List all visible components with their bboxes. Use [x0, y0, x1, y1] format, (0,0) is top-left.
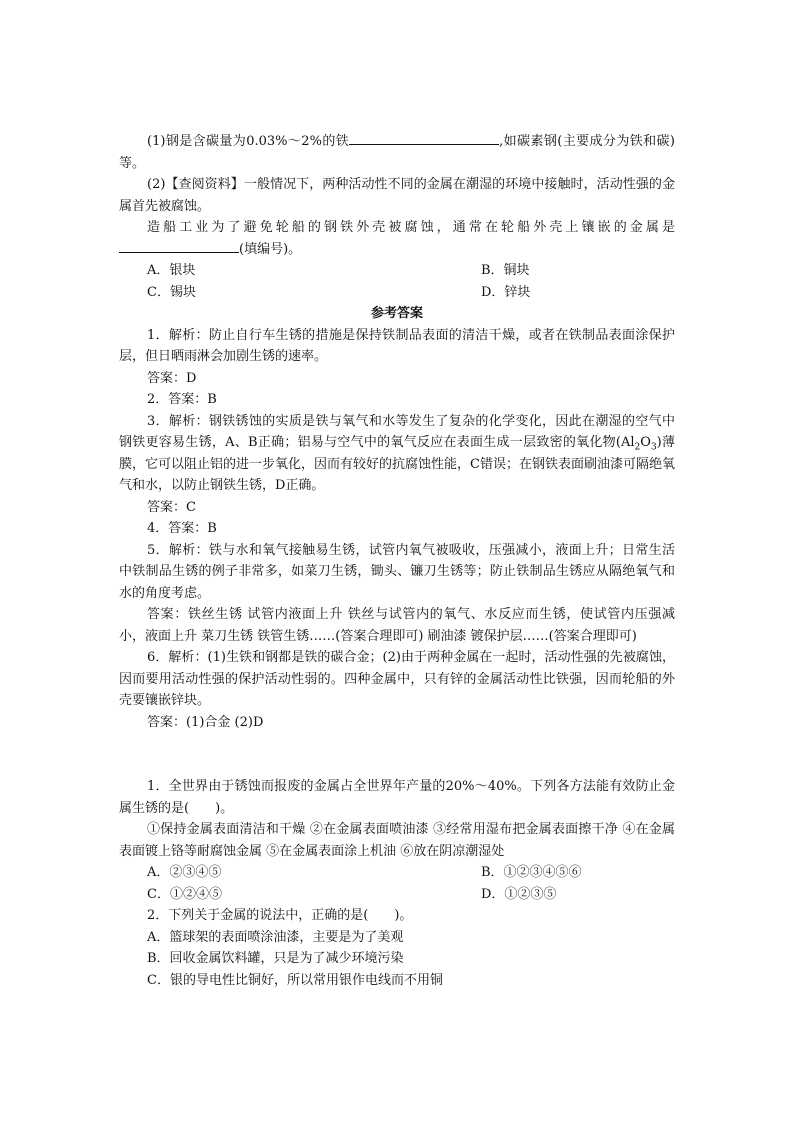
answer-1: 答案：D: [147, 370, 197, 386]
q2-ship-after: (填编号)。: [239, 241, 302, 257]
bottom-question-1-items: ①保持金属表面清洁和干燥 ②在金属表面喷油漆 ③经常用湿布把金属表面擦干净 ④在金属表面镀上铬等耐腐蚀金属 ⑤在金属表面涂上机油 ⑥放在阴凉潮湿处: [119, 822, 675, 859]
bottom-options-row-1: [119, 862, 675, 884]
answer-blank: [349, 132, 499, 145]
option-b: B．铜块: [481, 263, 530, 278]
bottom-options-row-2: [119, 884, 675, 906]
bottom-questions: [119, 776, 675, 991]
answer-3: 答案：C: [147, 499, 196, 515]
bottom-option-a: A．②③④⑤: [147, 865, 222, 880]
answer-3-explanation: [119, 411, 675, 497]
answer-6-explanation: 6．解析：(1)生铁和钢都是铁的碳合金；(2)由于两种金属在一起时，活动性强的先被腐蚀，因而要用活动性强的保护活动性弱的。四种金属中，只有锌的金属活动性比铁强，因而轮船的外壳要镶嵌锌块。: [119, 650, 675, 708]
top-questions: [119, 131, 675, 733]
answer-blank-2: [119, 240, 239, 253]
bottom-option-d: D．①②③⑤: [481, 886, 557, 902]
bottom-question-2-option-b: B．回收金属饮料罐，只是为了减少环境污染: [147, 951, 404, 966]
bottom-question-2-option-c: C．银的导电性比铜好，所以常用银作电线而不用铜: [147, 972, 443, 988]
a3-subscript-2: 3: [650, 442, 657, 453]
bottom-question-2-option-a: A．篮球架的表面喷涂油漆，主要是为了美观: [147, 929, 404, 945]
bottom-option-b: B．①②③④⑤⑥: [481, 865, 582, 880]
question-1-line: [119, 131, 675, 174]
a3-subscript-1: 2: [634, 442, 641, 453]
answer-6: 答案：(1)合金 (2)D: [147, 714, 264, 730]
question-2-ship: [119, 217, 675, 260]
q1-text-after: ,如碳素钢(主要成分为铁和碳)等。: [119, 134, 675, 171]
option-c: C．锡块: [147, 284, 196, 300]
a3-text-mid: O: [640, 435, 651, 450]
bottom-question-2: 2．下列关于金属的说法中，正确的是( )。: [147, 908, 413, 923]
answer-5: 答案：铁丝生锈 试管内液面上升 铁丝与试管内的氧气、水反应而生锈，使试管内压强减小，液面上升 菜刀生锈 铁管生锈……(答案合理即可) 刷油漆 镀保护层……(答案合理即可): [119, 607, 675, 644]
option-a: A．银块: [147, 263, 196, 278]
options-row-2: [119, 282, 675, 304]
bottom-question-1: 1．全世界由于锈蚀而报废的金属占全世界年产量的20%～40%。下列各方法能有效防止金属生锈的是( )。: [119, 779, 675, 816]
question-2-text: (2)【查阅资料】一般情况下，两种活动性不同的金属在潮湿的环境中接触时，活动性强的金属首先被腐蚀。: [119, 177, 675, 214]
answer-4: 4．答案：B: [147, 521, 217, 536]
answer-2: 2．答案：B: [147, 392, 217, 407]
answer-5-explanation: 5．解析：铁与水和氧气接触易生锈，试管内氧气被吸收，压强减小，液面上升；日常生活中铁制品生锈的例子非常多，如菜刀生锈，锄头、镰刀生锈等；防止铁制品生锈应从隔绝氧气和水的角度考虑。: [119, 542, 675, 601]
options-row-1: [119, 260, 675, 282]
q2-ship-text: 造船工业为了避免轮船的钢铁外壳被腐蚀，通常在轮船外壳上镶嵌的金属是: [147, 220, 675, 235]
option-d: D．锌块: [481, 284, 531, 300]
q1-text-before: (1)钢是含碳量为0.03%～2%的铁: [147, 134, 350, 149]
a3-text-2: )薄膜，它可以阻止铝的进一步氧化，因而有较好的抗腐蚀性能，C错误；在钢铁表面刷油漆可隔绝氧气和水，以防止钢铁生锈，D正确。: [119, 435, 676, 493]
answers-heading: 参考答案: [370, 306, 423, 321]
a3-text-1: 3．解析：钢铁锈蚀的实质是铁与氧气和水等发生了复杂的化学变化，因此在潮湿的空气中钢铁更容易生锈，A、B正确；铝易与空气中的氧气反应在表面生成一层致密的氧化物(Al: [119, 413, 675, 450]
bottom-option-c: C．①②④⑤: [147, 886, 222, 902]
answer-1-explanation: 1．解析：防止自行车生锈的措施是保持铁制品表面的清洁干燥，或者在铁制品表面涂保护层，但日晒雨淋会加剧生锈的速率。: [119, 327, 675, 364]
